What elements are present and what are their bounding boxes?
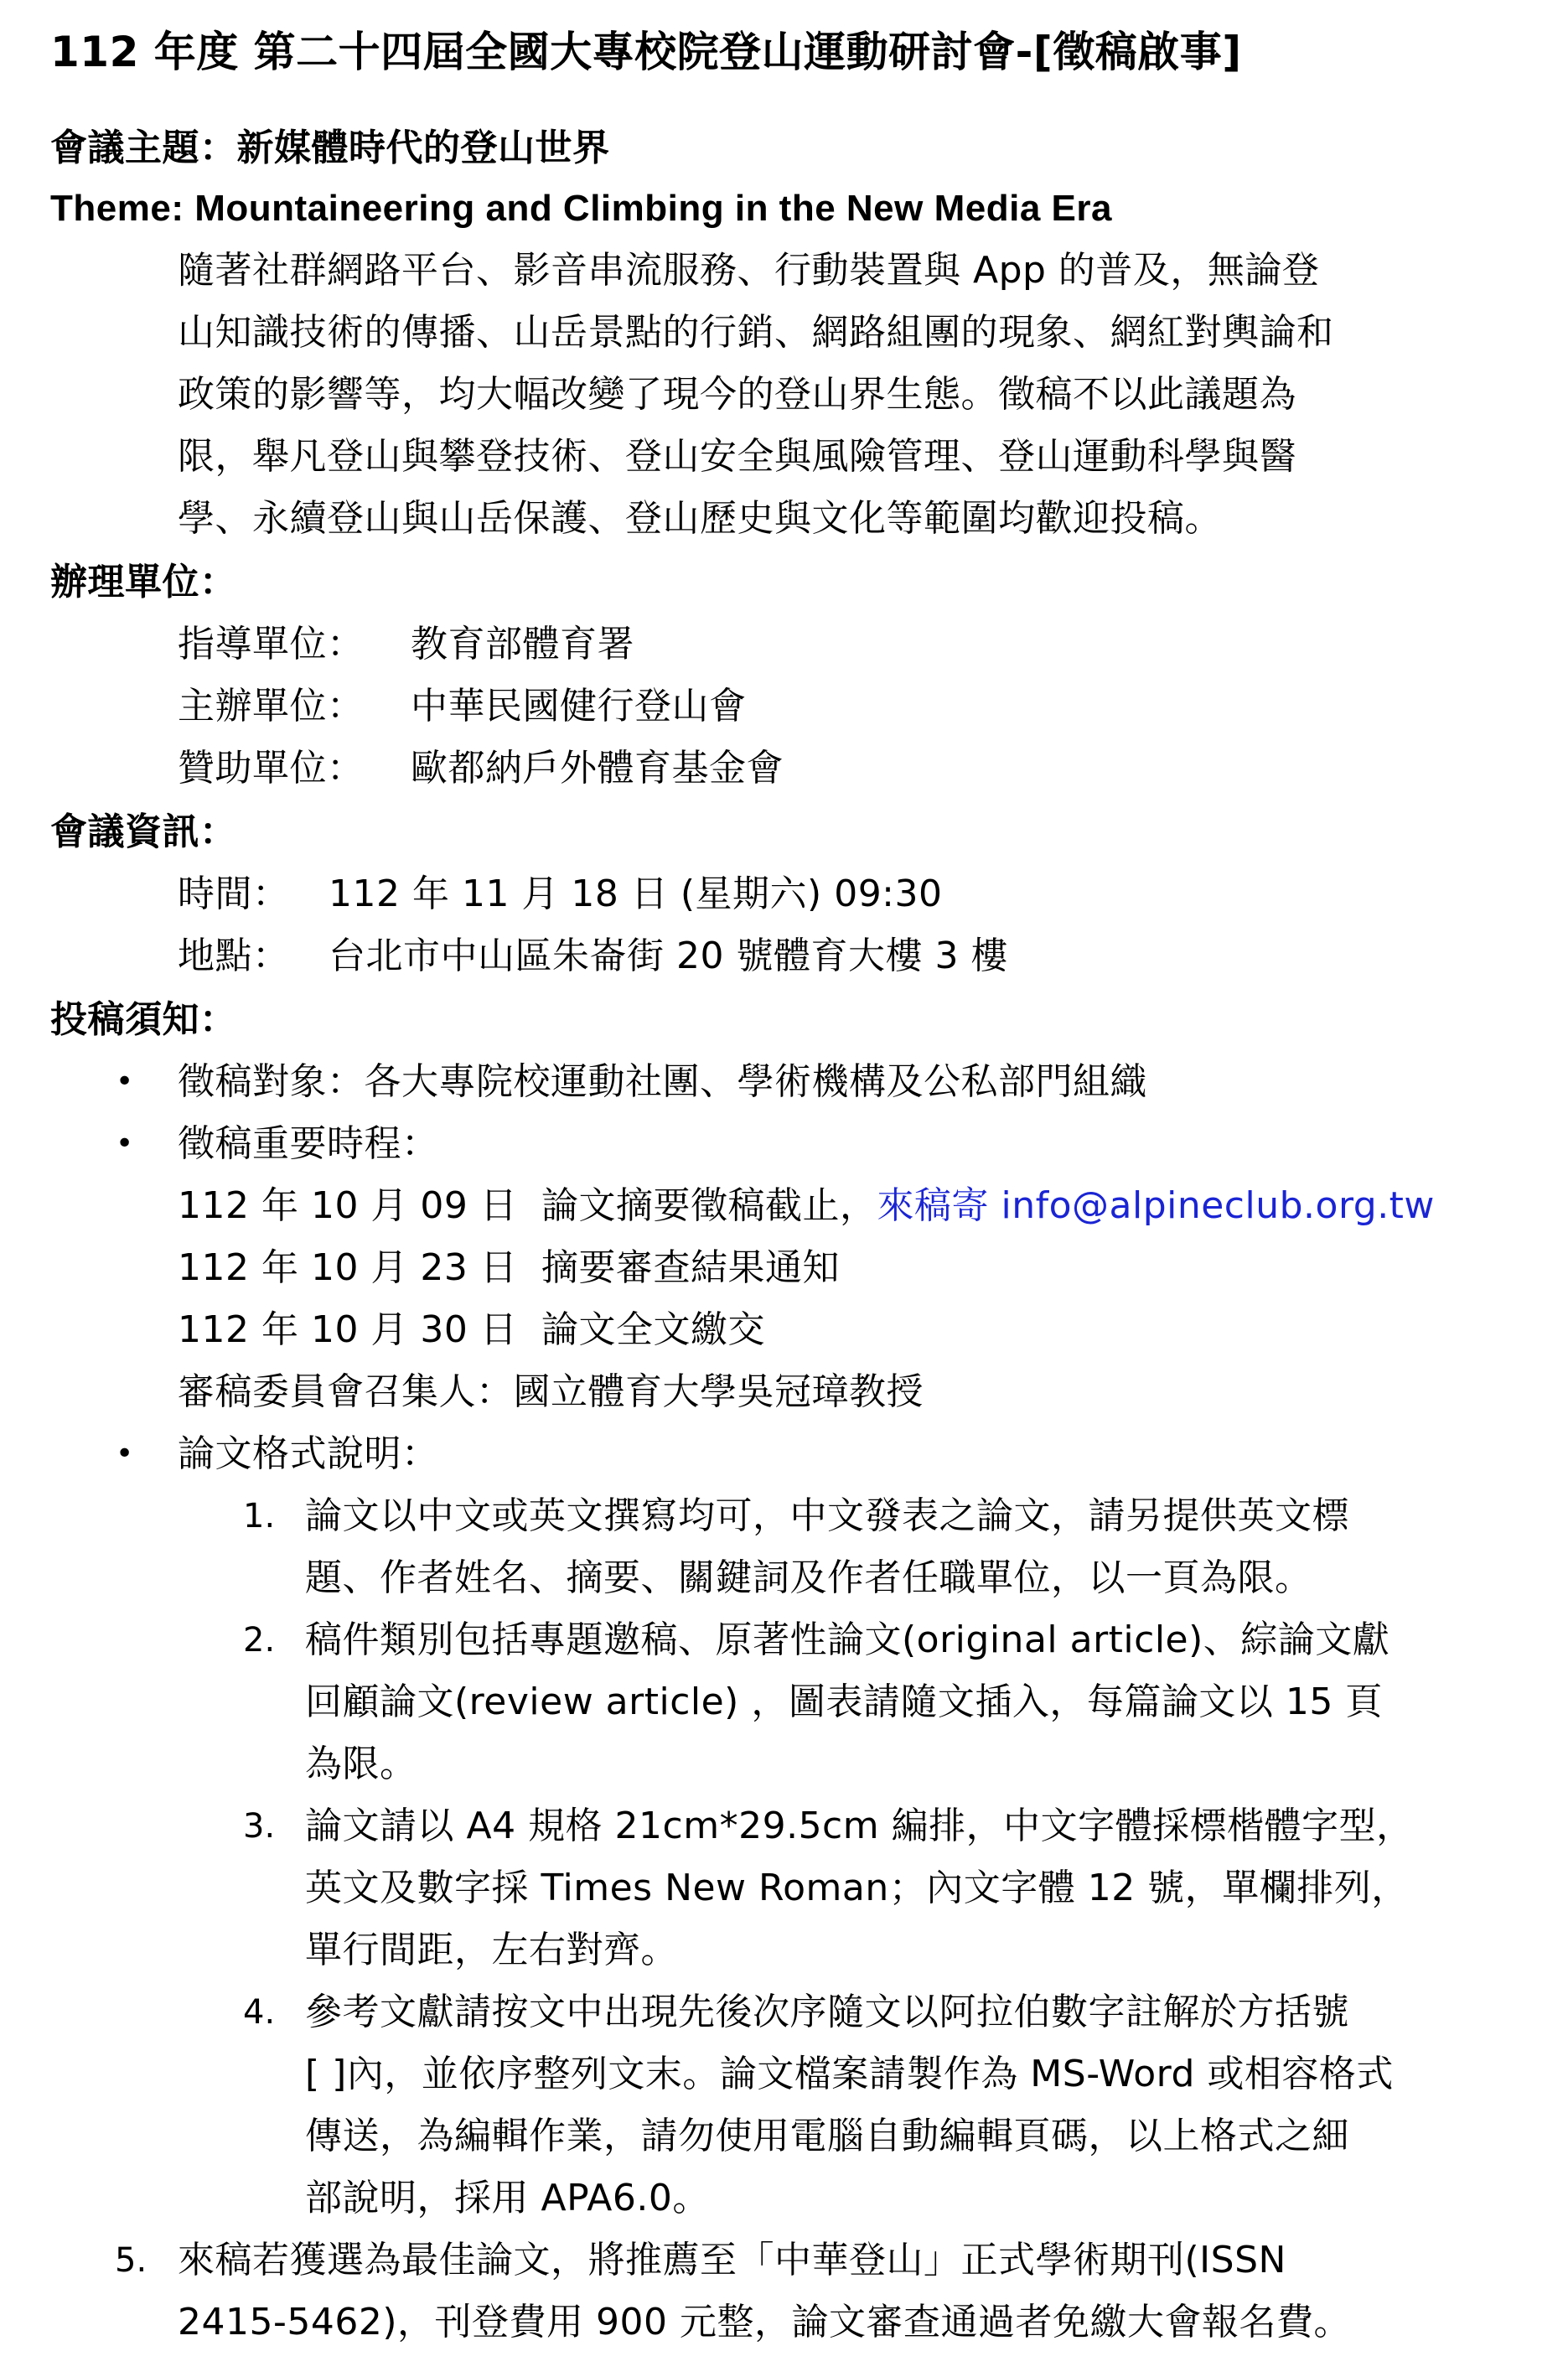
format-item-number: 3. — [243, 1807, 276, 1846]
conference-time-row — [178, 872, 943, 917]
format-item-line: 傳送，為編輯作業，請勿使用電腦自動編輯頁碼，以上格式之細 — [305, 2115, 1349, 2157]
format-item-line: [ ]內，並依序整列文末。論文檔案請製作為 MS-Word 或相容格式 — [305, 2053, 1394, 2095]
format-heading: 論文格式說明： — [178, 1432, 439, 1475]
bullet-marker: • — [116, 1126, 134, 1161]
schedule-text: 論文摘要徵稿截止， — [541, 1184, 877, 1227]
organizer-value: 中華民國健行登山會 — [411, 685, 747, 728]
reviewer-line: 審稿委員會召集人：國立體育大學吳冠璋教授 — [178, 1370, 924, 1413]
item5-line: 來稿若獲選為最佳論文，將推薦至「中華登山」正式學術期刊(ISSN — [178, 2239, 1286, 2281]
schedule-row — [178, 1308, 765, 1353]
format-item-line: 單行間距，左右對齊。 — [305, 1929, 678, 1971]
format-item-number: 4. — [243, 1993, 276, 2032]
conference-place-value: 台北市中山區朱崙街 20 號體育大樓 3 樓 — [329, 935, 1008, 977]
organizers-heading: 辦理單位： — [50, 561, 237, 603]
schedule-row — [178, 1245, 840, 1291]
item5-line: 2415-5462)，刊登費用 900 元整，論文審查通過者免繳大會報名費。 — [178, 2301, 1351, 2343]
document-title: 112 年度 第二十四屆全國大專校院登山運動研討會-[徵稿啟事] — [50, 28, 1242, 76]
format-item-line: 論文以中文或英文撰寫均可，中文發表之論文，請另提供英文標 — [305, 1494, 1349, 1537]
organizer-row — [178, 622, 634, 667]
organizer-label: 贊助單位： — [178, 747, 365, 790]
format-item-line: 回顧論文(review article) ，圖表請隨文插入，每篇論文以 15 頁 — [305, 1680, 1383, 1723]
bullet-marker: • — [116, 1064, 134, 1099]
conference-time-label: 時間： — [178, 873, 290, 915]
theme-paragraph-line: 限，舉凡登山與攀登技術、登山安全與風險管理、登山運動科學與醫 — [178, 435, 1296, 478]
email-link[interactable]: 來稿寄 info@alpineclub.org.tw — [877, 1184, 1435, 1227]
format-item-number: 1. — [243, 1497, 276, 1535]
schedule-text: 摘要審查結果通知 — [541, 1246, 840, 1289]
format-item-line: 參考文獻請按文中出現先後次序隨文以阿拉伯數字註解於方括號 — [305, 1991, 1349, 2033]
schedule-text: 論文全文繳交 — [541, 1308, 765, 1351]
format-item-line: 稿件類別包括專題邀稿、原著性論文(original article)、綜論文獻 — [305, 1618, 1390, 1661]
organizer-value: 教育部體育署 — [411, 623, 634, 665]
theme-heading: 會議主題：新媒體時代的登山世界 — [50, 127, 610, 169]
organizer-value: 歐都納戶外體育基金會 — [411, 747, 784, 790]
schedule-date: 112 年 10 月 23 日 — [178, 1246, 518, 1289]
conference-place-row — [178, 934, 1008, 979]
format-item-line: 題、作者姓名、摘要、關鍵詞及作者任職單位，以一頁為限。 — [305, 1556, 1312, 1599]
conference-heading: 會議資訊： — [50, 810, 237, 853]
submission-heading: 投稿須知： — [50, 998, 237, 1041]
format-item-line: 英文及數字採 Times New Roman；內文字體 12 號，單欄排列， — [305, 1867, 1409, 1909]
theme-paragraph-line: 隨著社群網路平台、影音串流服務、行動裝置與 App 的普及，無論登 — [178, 249, 1320, 292]
schedule-date: 112 年 10 月 30 日 — [178, 1308, 518, 1351]
theme-paragraph-line: 山知識技術的傳播、山岳景點的行銷、網路組團的現象、網紅對輿論和 — [178, 311, 1334, 354]
organizer-row — [178, 746, 784, 791]
format-item-number: 2. — [243, 1621, 276, 1660]
schedule-date: 112 年 10 月 09 日 — [178, 1184, 518, 1227]
format-item-line: 為限。 — [305, 1743, 417, 1785]
organizer-label: 主辦單位： — [178, 685, 365, 728]
theme-paragraph-line: 學、永續登山與山岳保護、登山歷史與文化等範圍均歡迎投稿。 — [178, 497, 1222, 540]
submission-target: 徵稿對象：各大專院校運動社團、學術機構及公私部門組織 — [178, 1060, 1147, 1103]
format-item-line: 論文請以 A4 規格 21cm*29.5cm 編排，中文字體採標楷體字型， — [305, 1805, 1414, 1847]
bullet-marker: • — [116, 1437, 134, 1471]
format-item-line: 部說明，採用 APA6.0。 — [305, 2177, 710, 2219]
organizer-label: 指導單位： — [178, 623, 365, 665]
schedule-row — [178, 1183, 1435, 1229]
conference-time-value: 112 年 11 月 18 日 (星期六) 09:30 — [329, 873, 943, 915]
organizer-row — [178, 684, 747, 729]
schedule-heading: 徵稿重要時程： — [178, 1122, 439, 1165]
theme-english: Theme: Mountaineering and Climbing in the New Media Era — [50, 188, 1112, 229]
theme-paragraph-line: 政策的影響等，均大幅改變了現今的登山界生態。徵稿不以此議題為 — [178, 373, 1296, 416]
item5-number: 5. — [115, 2241, 147, 2280]
conference-place-label: 地點： — [178, 935, 290, 977]
